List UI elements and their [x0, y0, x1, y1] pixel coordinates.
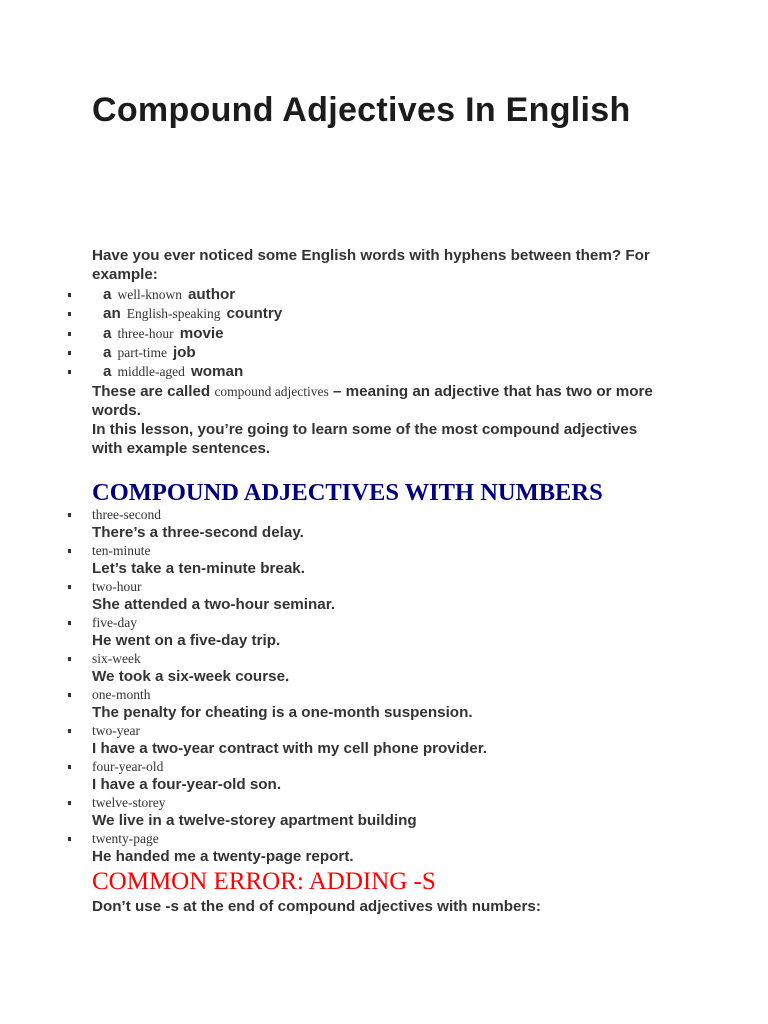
common-error-paragraph: Don’t use -s at the end of compound adjectives with numbers: [92, 898, 541, 915]
list-item [0, 722, 768, 758]
bullet-icon [68, 729, 71, 733]
page-title: Compound Adjectives In English [92, 91, 631, 129]
example-sentence: Let’s take a ten-minute break. [92, 560, 305, 577]
numbers-list [0, 506, 768, 866]
bullet-icon [68, 312, 71, 316]
term: two-year [92, 723, 140, 738]
definition-prefix: These are called [92, 383, 211, 400]
term: six-week [92, 651, 141, 666]
term: two-hour [92, 579, 142, 594]
noun: author [187, 286, 236, 303]
section-heading-numbers: COMPOUND ADJECTIVES WITH NUMBERS [92, 479, 603, 506]
example-sentence: There’s a three-second delay. [92, 524, 304, 541]
example-list [0, 285, 768, 381]
example-sentence: I have a four-year-old son. [92, 776, 282, 793]
article: a [103, 286, 112, 303]
example-sentence: He handed me a twenty-page report. [92, 848, 354, 865]
list-item [0, 304, 768, 323]
list-item [0, 758, 768, 794]
list-item [0, 542, 768, 578]
term: ten-minute [92, 543, 151, 558]
list-item [0, 794, 768, 830]
bullet-icon [68, 801, 71, 805]
bullet-icon [68, 513, 71, 517]
example-sentence: He went on a five-day trip. [92, 632, 281, 649]
list-item [0, 686, 768, 722]
example-sentence: We took a six-week course. [92, 668, 290, 685]
list-item [0, 285, 768, 304]
article: a [103, 343, 112, 361]
bullet-icon [68, 351, 71, 355]
example-sentence: The penalty for cheating is a one-month suspension. [92, 704, 473, 721]
list-item [0, 830, 768, 866]
noun: woman [190, 363, 244, 381]
definition-paragraph [92, 382, 682, 421]
term: three-second [92, 507, 161, 522]
bullet-icon [68, 370, 71, 374]
list-item [0, 614, 768, 650]
list-item [0, 362, 768, 381]
bullet-icon [68, 293, 71, 297]
compound-adjective: well-known [117, 287, 182, 302]
section-heading-common-error: COMMON ERROR: ADDING -S [92, 868, 436, 895]
definition-suffix: – meaning an adjective that has two or more words. [92, 383, 653, 420]
compound-adjective: middle-aged [117, 364, 185, 380]
lesson-paragraph: In this lesson, you’re going to learn some of the most compound adjectives with example sentences. [92, 421, 638, 458]
term: four-year-old [92, 759, 164, 774]
example-sentence: We live in a twelve-storey apartment building [92, 812, 417, 829]
term: one-month [92, 687, 151, 702]
article: a [103, 363, 112, 381]
example-sentence: She attended a two-hour seminar. [92, 596, 336, 613]
noun: movie [179, 324, 224, 342]
article: an [103, 305, 121, 323]
bullet-icon [68, 621, 71, 625]
bullet-icon [68, 585, 71, 589]
bullet-icon [68, 837, 71, 841]
bullet-icon [68, 765, 71, 769]
noun: job [172, 343, 196, 361]
list-item [0, 324, 768, 343]
noun: country [226, 305, 283, 323]
list-item [0, 343, 768, 362]
example-sentence: I have a two-year contract with my cell phone provider. [92, 740, 487, 757]
compound-adjective: part-time [117, 344, 167, 360]
bullet-icon [68, 332, 71, 336]
intro-paragraph: Have you ever noticed some English words with hyphens between them? For example: [92, 247, 650, 284]
term: twelve-storey [92, 795, 166, 810]
definition-term: compound adjectives [214, 384, 329, 399]
compound-adjective: three-hour [117, 325, 174, 341]
term: twenty-page [92, 831, 159, 846]
term: five-day [92, 615, 137, 630]
bullet-icon [68, 657, 71, 661]
compound-adjective: English-speaking [126, 306, 221, 322]
bullet-icon [68, 549, 71, 553]
article: a [103, 324, 112, 342]
bullet-icon [68, 693, 71, 697]
list-item [0, 578, 768, 614]
list-item [0, 650, 768, 686]
list-item [0, 506, 768, 542]
